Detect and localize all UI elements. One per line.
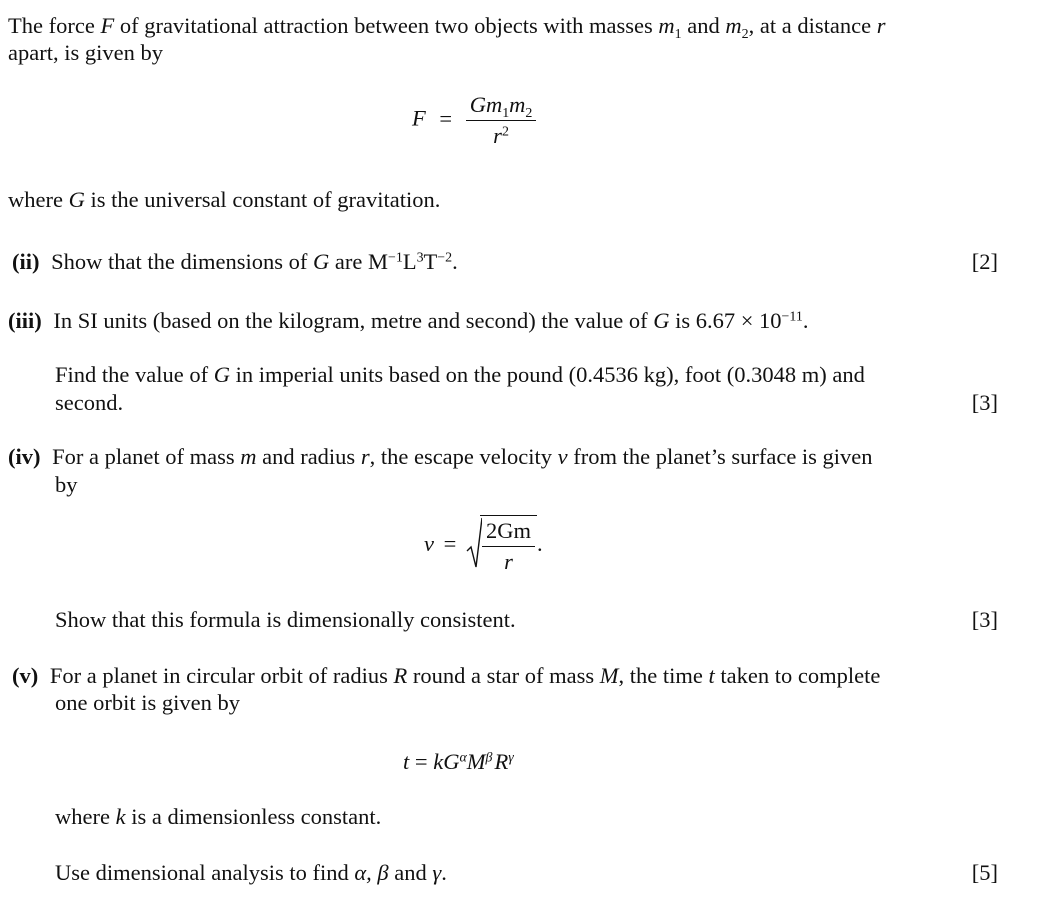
text: round a star of mass: [407, 663, 600, 688]
text: Use dimensional analysis to find: [55, 860, 355, 885]
part-ii-question: [12, 249, 458, 275]
text: Show that the dimensions of: [51, 249, 313, 274]
text: are M: [329, 249, 388, 274]
text: and: [388, 860, 433, 885]
text: and radius: [256, 444, 361, 469]
var-k: k: [115, 804, 126, 829]
text: T: [423, 249, 438, 274]
var-R: R: [494, 749, 509, 774]
part-iv-line-2: by: [55, 472, 78, 497]
text: where: [55, 804, 116, 829]
var-r: r: [504, 549, 513, 574]
exp-beta: β: [485, 750, 493, 766]
intro-line-2: apart, is given by: [8, 40, 163, 65]
var-r: r: [493, 123, 502, 148]
text: In SI units (based on the kilogram, metre and second) the value of: [53, 308, 654, 333]
text: is 6.67 × 10: [669, 308, 782, 333]
subscript: 1: [502, 105, 510, 121]
denominator: [482, 547, 535, 577]
radical-sign: [466, 517, 482, 569]
part-v-question: [12, 663, 880, 689]
part-v-use: [55, 860, 447, 886]
numerator: 2Gm: [482, 516, 535, 547]
eq-lhs: F: [412, 105, 426, 131]
text: L: [402, 249, 417, 274]
eq-equals: =: [443, 531, 457, 557]
text: .: [441, 860, 447, 885]
superscript: 2: [501, 124, 509, 140]
marks-iv: [3]: [971, 607, 998, 632]
var-m: m: [240, 444, 257, 469]
numerator: [466, 90, 537, 121]
text: , the time: [618, 663, 709, 688]
text: .: [802, 308, 809, 333]
fraction: [466, 90, 537, 151]
var-G: G: [213, 362, 230, 387]
part-iii-line-3: second.: [55, 390, 124, 415]
marks-v: [5]: [971, 860, 998, 885]
part-v-line-2: one orbit is given by: [55, 690, 240, 715]
superscript: −11: [781, 309, 803, 325]
var-m: m: [725, 13, 742, 38]
part-label: (ii): [12, 249, 40, 274]
var-G: G: [469, 92, 486, 117]
var-R: R: [393, 663, 408, 688]
eq-equals: =: [439, 105, 453, 131]
exp-gamma: γ: [508, 750, 514, 766]
equation-force: [412, 90, 536, 151]
part-iv-question: [8, 444, 873, 470]
text: from the planet’s surface is given: [567, 444, 873, 469]
exp-alpha: α: [459, 750, 467, 766]
var-m: m: [658, 13, 675, 38]
var-m: m: [509, 92, 526, 117]
var-t: t: [708, 663, 715, 688]
var-t: t: [403, 749, 410, 774]
var-G: G: [312, 249, 330, 274]
var-F: F: [100, 13, 115, 38]
intro-text: of gravitational attraction between two objects with masses: [114, 13, 659, 38]
intro-text: The force: [8, 13, 101, 38]
radicand: [480, 515, 537, 577]
intro-text: , at a distance: [748, 13, 877, 38]
equation-orbit-time: [403, 749, 514, 775]
part-iv-show: Show that this formula is dimensionally consistent.: [55, 607, 516, 632]
var-v: v: [424, 531, 434, 557]
var-M: M: [599, 663, 619, 688]
part-iii-question: [8, 308, 808, 334]
marks-iii: [3]: [971, 390, 998, 415]
intro-line-1: [8, 13, 886, 42]
denominator: [466, 121, 537, 151]
text: For a planet in circular orbit of radius: [49, 663, 394, 688]
var-gamma: γ: [432, 860, 442, 885]
superscript: −2: [437, 250, 453, 266]
sqrt: [466, 515, 537, 577]
var-m: m: [485, 92, 503, 117]
marks-ii: [2]: [971, 249, 998, 274]
subscript: 2: [525, 105, 533, 121]
part-label: (v): [12, 663, 39, 688]
subscript: 2: [741, 26, 749, 42]
text: where: [8, 187, 69, 212]
text: , the escape velocity: [369, 444, 558, 469]
part-v-where: [55, 804, 381, 830]
var-G: G: [653, 308, 670, 333]
superscript: 3: [416, 250, 424, 266]
text: is a dimensionless constant.: [125, 804, 382, 829]
part-label: (iv): [8, 444, 41, 469]
part-label: (iii): [8, 308, 42, 333]
where-G-line: [8, 187, 440, 213]
superscript: −1: [387, 250, 403, 266]
var-alpha-beta: α, β: [354, 860, 389, 885]
text: .: [536, 531, 543, 557]
text: taken to complete: [714, 663, 881, 688]
text: Find the value of: [55, 362, 214, 387]
var-v: v: [557, 444, 568, 469]
var-G: G: [68, 187, 85, 212]
subscript: 1: [674, 26, 682, 42]
text: is the universal constant of gravitation.: [84, 187, 441, 212]
var-kG: kG: [433, 749, 460, 774]
var-r: r: [876, 13, 886, 38]
text: in imperial units based on the pound (0.4536 kg), foot (0.3048 m) and: [229, 362, 865, 387]
text: .: [452, 249, 458, 274]
intro-text: and: [681, 13, 726, 38]
equation-escape-velocity: [424, 515, 543, 577]
var-r: r: [360, 444, 370, 469]
eq-equals: =: [409, 749, 434, 774]
text: For a planet of mass: [52, 444, 241, 469]
fraction: [482, 516, 535, 577]
part-iii-line-2: [55, 362, 865, 388]
var-M: M: [466, 749, 486, 774]
